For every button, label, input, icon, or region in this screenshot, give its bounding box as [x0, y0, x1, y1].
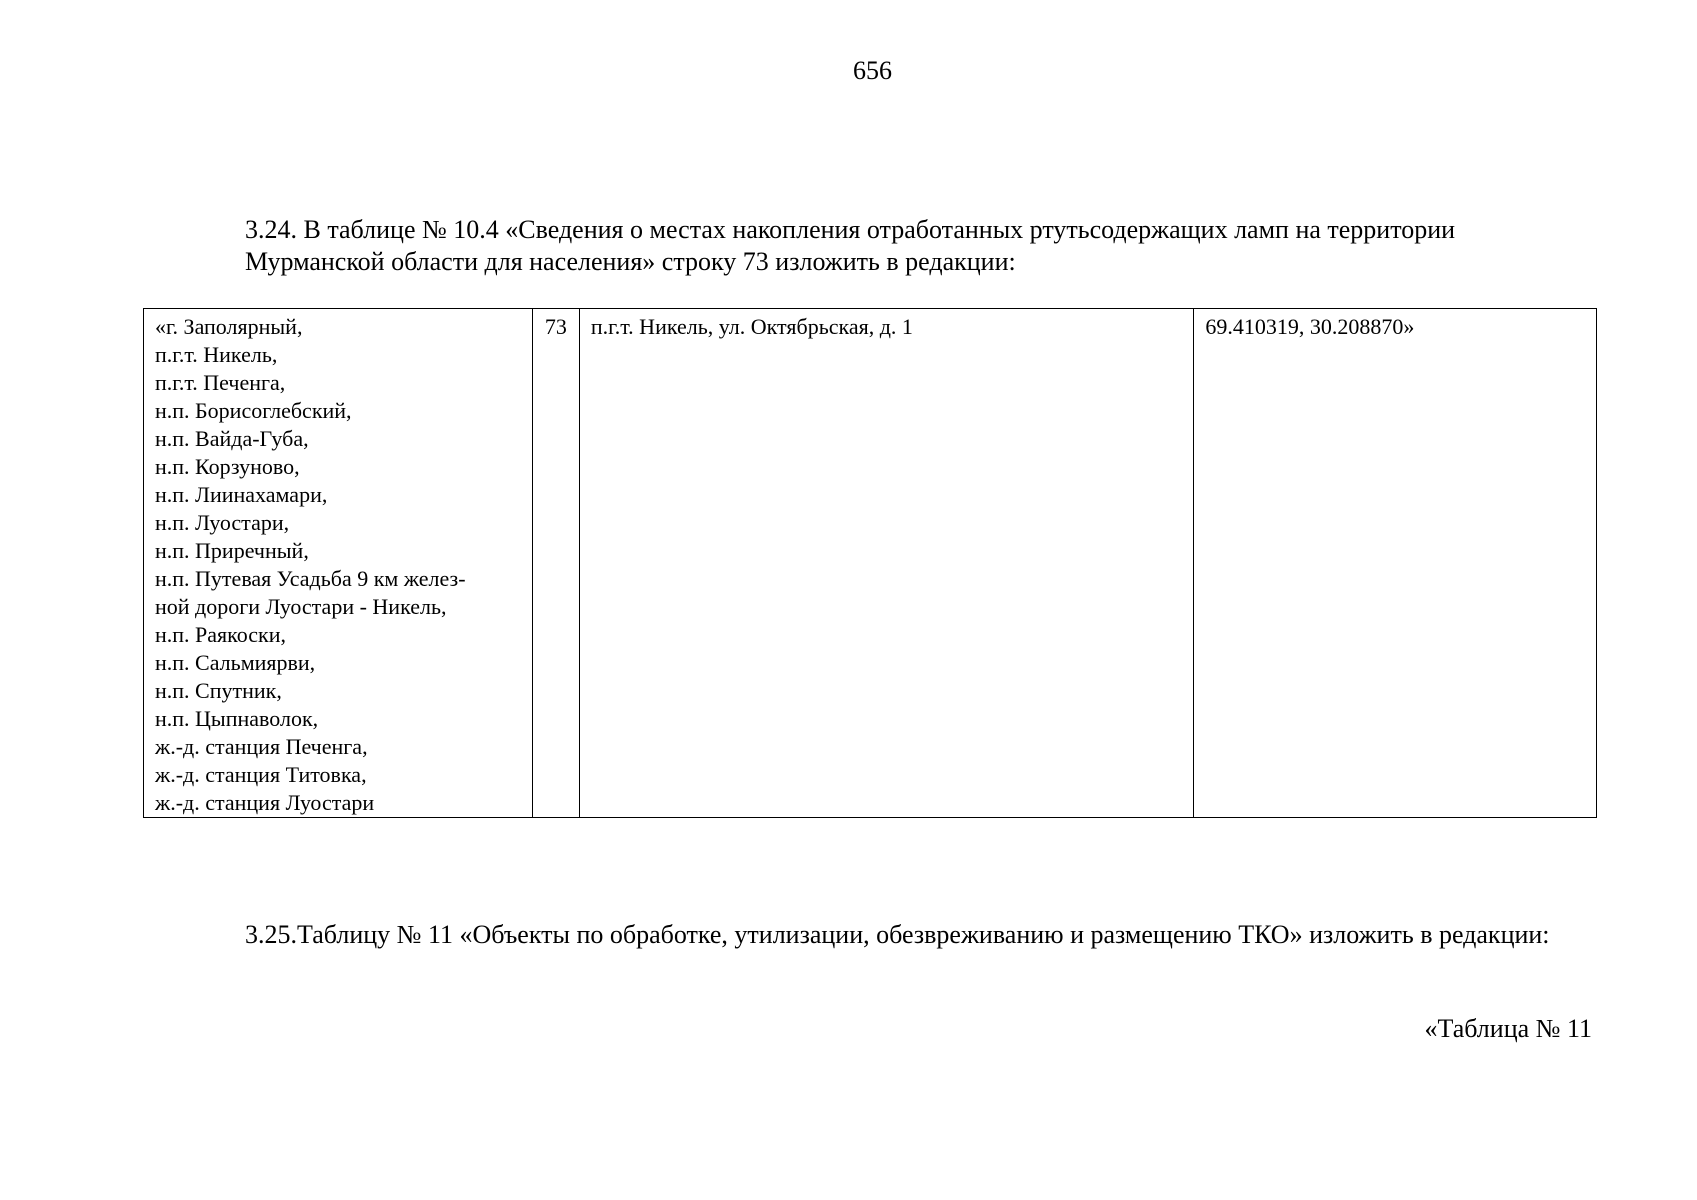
places-cell: [144, 309, 533, 818]
table-row: [144, 309, 1597, 818]
place-line: н.п. Луостари,: [155, 510, 290, 535]
place-line: ж.-д. станция Титовка,: [155, 762, 367, 787]
place-line: н.п. Вайда-Губа,: [155, 426, 309, 451]
place-line: ж.-д. станция Луостари: [155, 790, 375, 815]
place-line: н.п. Спутник,: [155, 678, 282, 703]
place-line: ж.-д. станция Печенга,: [155, 734, 368, 759]
coordinates-cell: 69.410319, 30.208870»: [1194, 309, 1597, 818]
place-line: н.п. Корзуново,: [155, 454, 300, 479]
place-line: н.п. Приречный,: [155, 538, 309, 563]
place-line: н.п. Сальмиярви,: [155, 650, 316, 675]
place-line: н.п. Раякоски,: [155, 622, 287, 647]
page-number: 656: [853, 56, 892, 85]
place-line: п.г.т. Печенга,: [155, 370, 286, 395]
place-line: н.п. Лиинахамари,: [155, 482, 328, 507]
place-line: н.п. Путевая Усадьба 9 км желез-: [155, 566, 466, 591]
table-11-caption: «Таблица № 11: [1424, 1014, 1592, 1043]
row-number-cell: 73: [532, 309, 579, 818]
amendment-table: [143, 308, 1597, 818]
place-line: н.п. Борисоглебский,: [155, 398, 352, 423]
place-line: «г. Заполярный,: [155, 314, 303, 339]
place-line: ной дороги Луостари - Никель,: [155, 594, 447, 619]
section-3-24-paragraph: 3.24. В таблице № 10.4 «Сведения о местах накопления отработанных ртутьсодержащих ламп на территории Мурманской области для населения» строку 73 изложить в редакции:: [245, 215, 1456, 276]
place-line: н.п. Цыпнаволок,: [155, 706, 319, 731]
place-line: п.г.т. Никель,: [155, 342, 278, 367]
section-3-25-paragraph: 3.25.Таблицу № 11 «Объекты по обработке, утилизации, обезвреживанию и размещению ТКО» изложить в редакции:: [245, 920, 1550, 949]
address-cell: п.г.т. Никель, ул. Октябрьская, д. 1: [579, 309, 1193, 818]
